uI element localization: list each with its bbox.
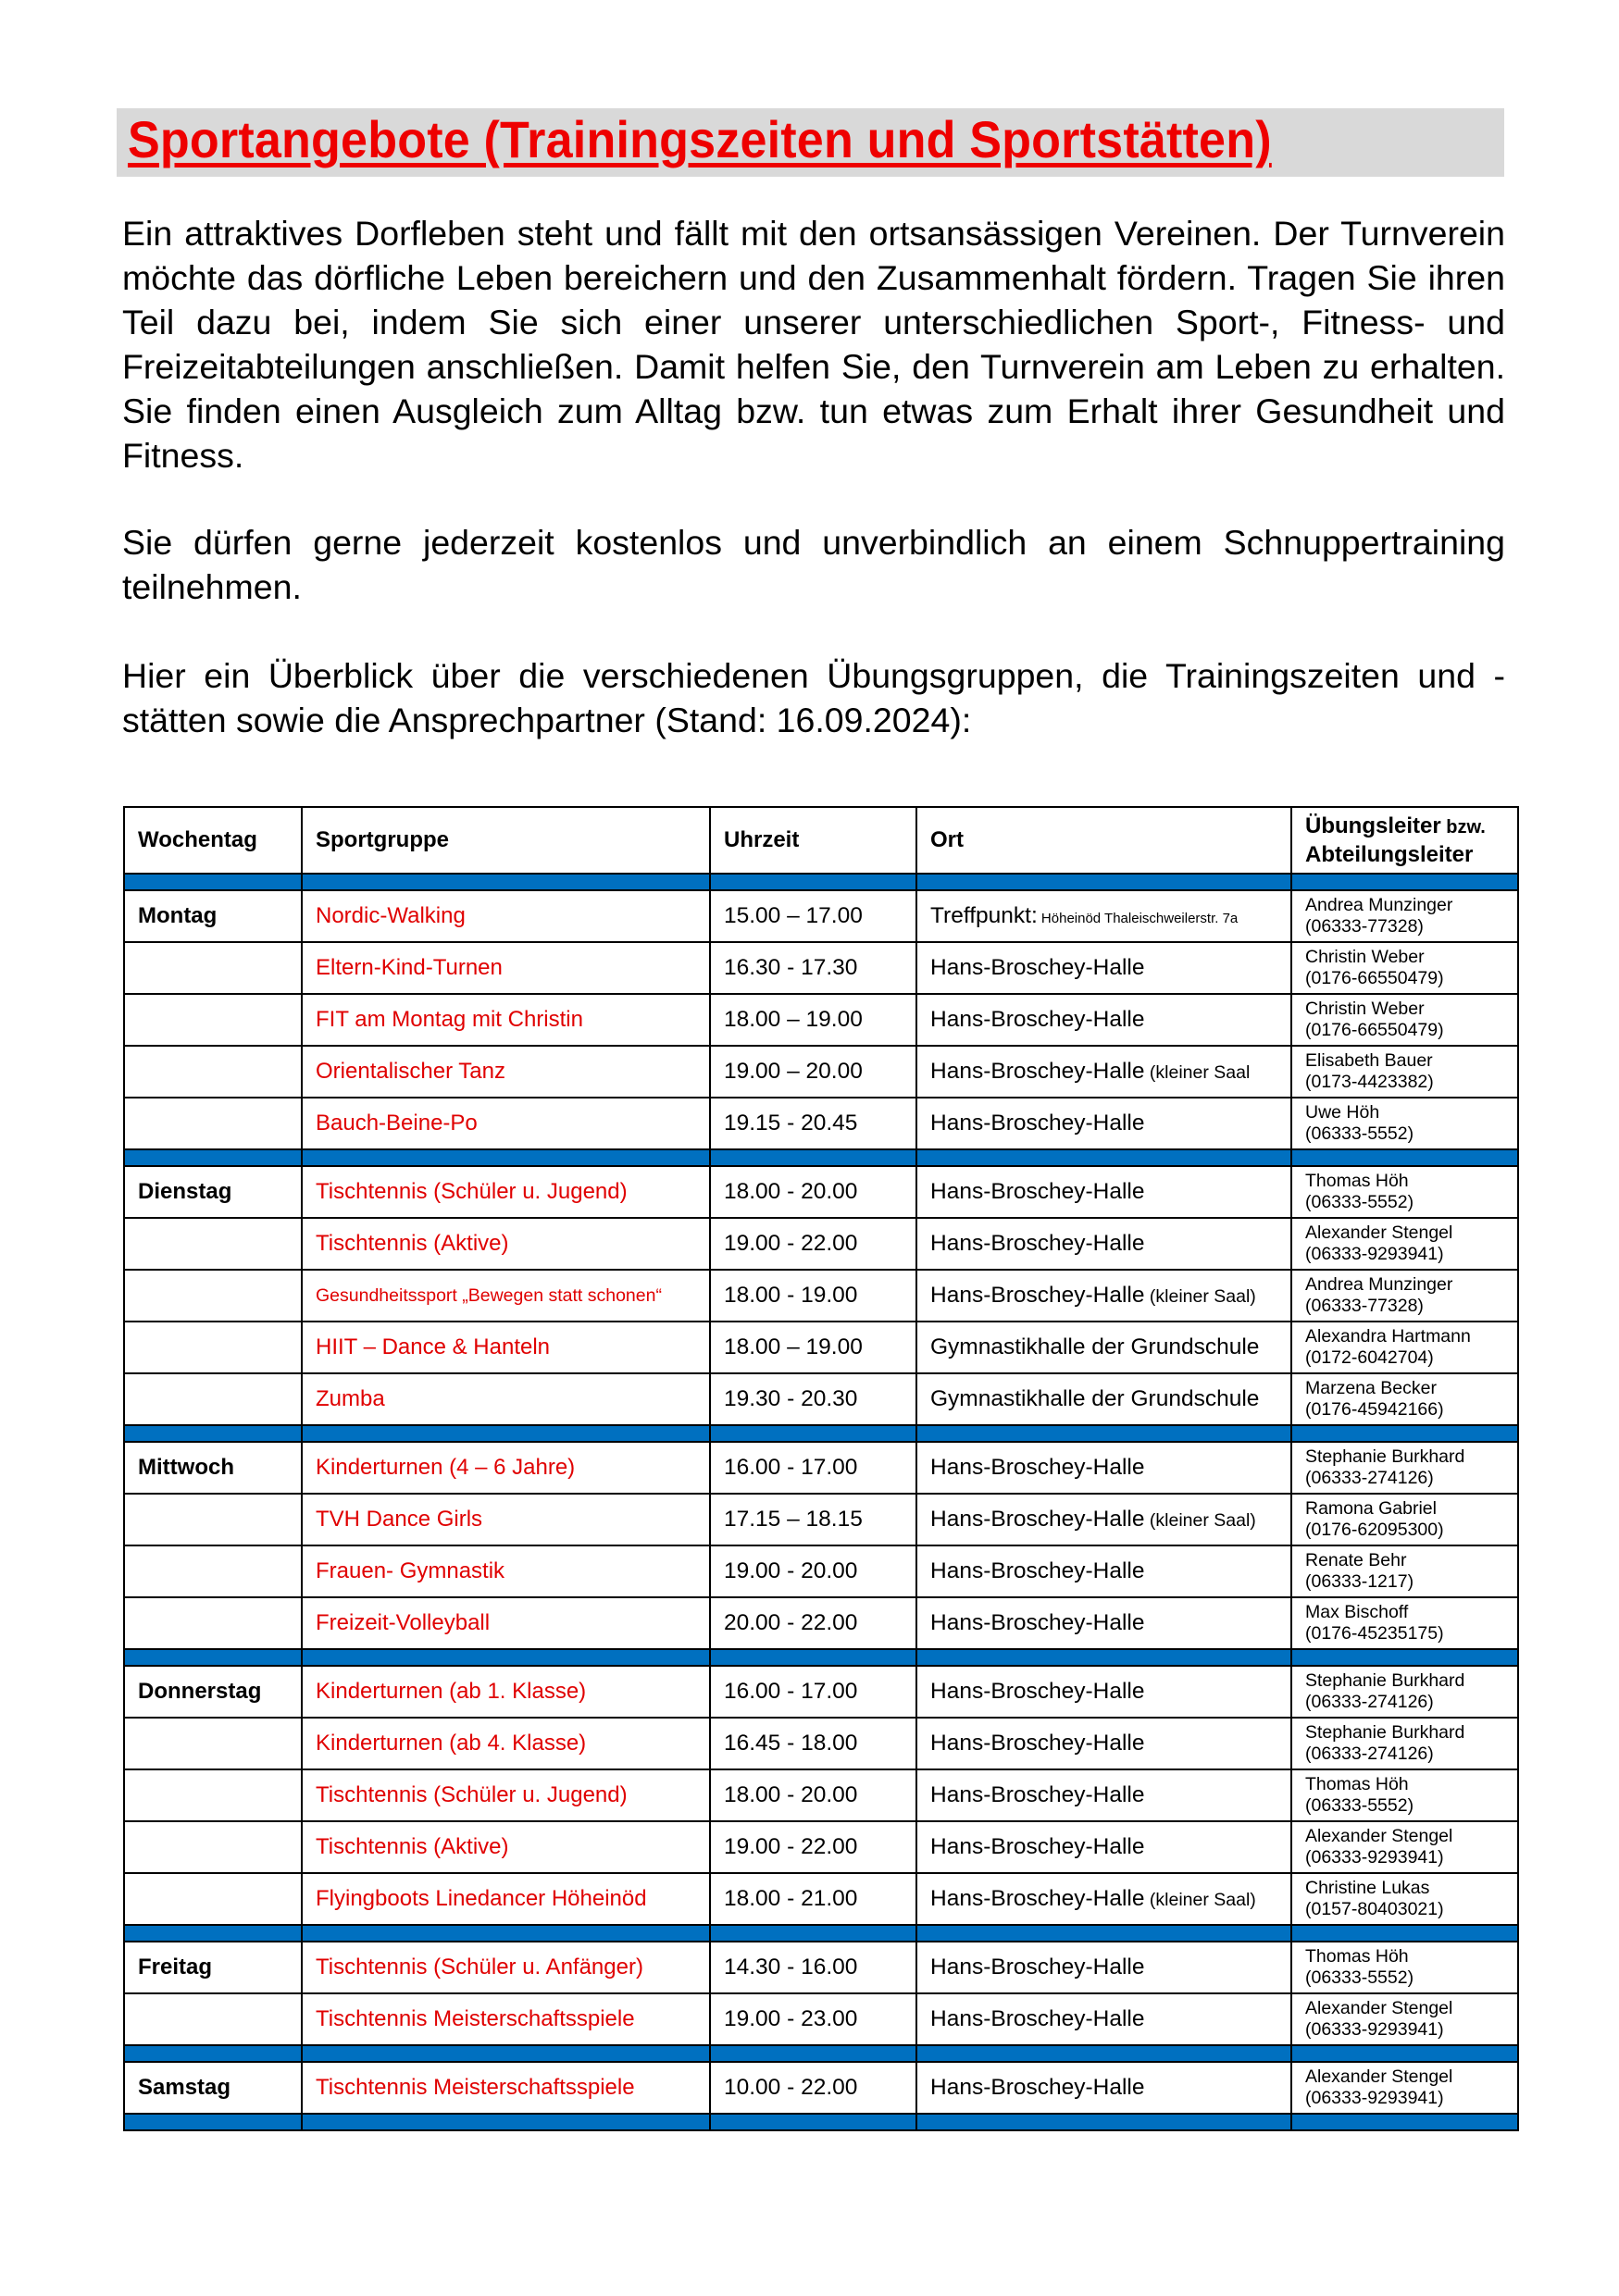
leader-phone: (06333-274126) bbox=[1305, 1468, 1434, 1488]
time-cell: 20.00 - 22.00 bbox=[710, 1597, 916, 1649]
weekday-cell bbox=[124, 1098, 302, 1149]
table-row bbox=[124, 1718, 1518, 1769]
separator-cell bbox=[124, 874, 302, 890]
table-row bbox=[124, 1322, 1518, 1373]
place-name: Treffpunkt: bbox=[930, 903, 1038, 928]
leader-name: Christin Weber bbox=[1305, 947, 1425, 967]
time-cell: 19.00 - 20.00 bbox=[710, 1545, 916, 1597]
sport-group-cell: Nordic-Walking bbox=[302, 890, 710, 942]
place-cell bbox=[916, 1270, 1291, 1322]
leader-name: Stephanie Burkhard bbox=[1305, 1670, 1465, 1691]
leader-phone: (0172-6042704) bbox=[1305, 1347, 1434, 1368]
sport-group-cell: Tischtennis Meisterschaftsspiele bbox=[302, 2062, 710, 2114]
weekday-cell bbox=[124, 994, 302, 1046]
leader-cell bbox=[1291, 1718, 1518, 1769]
separator-cell bbox=[302, 874, 710, 890]
time-cell: 18.00 - 21.00 bbox=[710, 1873, 916, 1925]
separator-cell bbox=[302, 2045, 710, 2062]
place-cell bbox=[916, 1769, 1291, 1821]
separator-cell bbox=[1291, 874, 1518, 890]
sport-group-cell: Tischtennis Meisterschaftsspiele bbox=[302, 1993, 710, 2045]
training-schedule-table bbox=[123, 806, 1519, 2131]
leader-cell bbox=[1291, 1597, 1518, 1649]
leader-phone: (06333-9293941) bbox=[1305, 1244, 1444, 1264]
day-separator-band bbox=[124, 1925, 1518, 1942]
table-row bbox=[124, 1545, 1518, 1597]
leader-cell bbox=[1291, 1270, 1518, 1322]
place-cell bbox=[916, 1442, 1291, 1494]
separator-cell bbox=[916, 1149, 1291, 1166]
leader-phone: (06333-9293941) bbox=[1305, 2019, 1444, 2040]
sport-group-cell: Zumba bbox=[302, 1373, 710, 1425]
separator-cell bbox=[1291, 1649, 1518, 1666]
place-cell bbox=[916, 1373, 1291, 1425]
separator-cell bbox=[710, 1149, 916, 1166]
weekday-cell bbox=[124, 1718, 302, 1769]
time-cell: 16.45 - 18.00 bbox=[710, 1718, 916, 1769]
leader-name: Thomas Höh bbox=[1305, 1171, 1409, 1191]
time-cell: 18.00 - 19.00 bbox=[710, 1270, 916, 1322]
table-header-row bbox=[124, 807, 1518, 874]
leader-cell bbox=[1291, 890, 1518, 942]
weekday-cell: Montag bbox=[124, 890, 302, 942]
time-cell: 19.00 – 20.00 bbox=[710, 1046, 916, 1098]
table-row bbox=[124, 942, 1518, 994]
sport-group-cell: Orientalischer Tanz bbox=[302, 1046, 710, 1098]
leader-name: Alexander Stengel bbox=[1305, 1222, 1453, 1243]
leader-phone: (06333-9293941) bbox=[1305, 1847, 1444, 1868]
separator-cell bbox=[916, 1649, 1291, 1666]
place-name: Hans-Broschey-Halle bbox=[930, 1558, 1145, 1583]
separator-cell bbox=[124, 1425, 302, 1442]
table-row bbox=[124, 1098, 1518, 1149]
day-separator-band bbox=[124, 874, 1518, 890]
separator-cell bbox=[916, 874, 1291, 890]
leader-cell bbox=[1291, 1373, 1518, 1425]
time-cell: 15.00 – 17.00 bbox=[710, 890, 916, 942]
separator-cell bbox=[124, 1649, 302, 1666]
table-row bbox=[124, 994, 1518, 1046]
separator-cell bbox=[302, 1425, 710, 1442]
leader-cell bbox=[1291, 1494, 1518, 1545]
leader-name: Andrea Munzinger bbox=[1305, 1274, 1453, 1295]
leader-name: Max Bischoff bbox=[1305, 1602, 1409, 1622]
weekday-cell bbox=[124, 1322, 302, 1373]
separator-cell bbox=[302, 1149, 710, 1166]
weekday-cell bbox=[124, 1873, 302, 1925]
leader-name: Thomas Höh bbox=[1305, 1946, 1409, 1967]
leader-name: Ramona Gabriel bbox=[1305, 1498, 1437, 1519]
sport-group-cell: HIIT – Dance & Hanteln bbox=[302, 1322, 710, 1373]
leader-cell bbox=[1291, 1942, 1518, 1993]
sport-group-cell: Bauch-Beine-Po bbox=[302, 1098, 710, 1149]
place-cell bbox=[916, 1666, 1291, 1718]
leader-cell bbox=[1291, 2062, 1518, 2114]
leader-cell bbox=[1291, 994, 1518, 1046]
separator-cell bbox=[124, 2114, 302, 2130]
separator-cell bbox=[710, 2114, 916, 2130]
place-name: Hans-Broschey-Halle bbox=[930, 1059, 1145, 1084]
leader-cell bbox=[1291, 1873, 1518, 1925]
leader-name: Elisabeth Bauer bbox=[1305, 1050, 1433, 1071]
leader-name: Christine Lukas bbox=[1305, 1878, 1430, 1898]
leader-phone: (0176-66550479) bbox=[1305, 1020, 1444, 1040]
place-note: Höheinöd Thaleischweilerstr. 7a bbox=[1037, 911, 1239, 926]
leader-cell bbox=[1291, 1218, 1518, 1270]
place-name: Hans-Broschey-Halle bbox=[930, 1455, 1145, 1480]
weekday-cell: Mittwoch bbox=[124, 1442, 302, 1494]
trial-training-paragraph: Sie dürfen gerne jederzeit kostenlos und unverbindlich an einem Schnuppertraining teilnehmen. bbox=[122, 523, 1505, 606]
time-cell: 18.00 - 20.00 bbox=[710, 1769, 916, 1821]
leader-phone: (0176-62095300) bbox=[1305, 1520, 1444, 1540]
time-cell: 18.00 - 20.00 bbox=[710, 1166, 916, 1218]
separator-cell bbox=[124, 2045, 302, 2062]
leader-name: Stephanie Burkhard bbox=[1305, 1722, 1465, 1743]
time-cell: 19.00 - 23.00 bbox=[710, 1993, 916, 2045]
leader-phone: (0176-66550479) bbox=[1305, 968, 1444, 988]
leader-name: Christin Weber bbox=[1305, 999, 1425, 1019]
separator-cell bbox=[916, 2045, 1291, 2062]
leader-name: Alexander Stengel bbox=[1305, 2066, 1453, 2087]
place-cell bbox=[916, 1322, 1291, 1373]
place-name: Hans-Broschey-Halle bbox=[930, 1507, 1145, 1532]
time-cell: 10.00 - 22.00 bbox=[710, 2062, 916, 2114]
separator-cell bbox=[1291, 1925, 1518, 1942]
leader-cell bbox=[1291, 1166, 1518, 1218]
place-cell bbox=[916, 1873, 1291, 1925]
place-name: Hans-Broschey-Halle bbox=[930, 1283, 1145, 1308]
place-note: (kleiner Saal) bbox=[1144, 1510, 1256, 1531]
sport-group-cell: Flyingboots Linedancer Höheinöd bbox=[302, 1873, 710, 1925]
table-row bbox=[124, 2062, 1518, 2114]
separator-cell bbox=[710, 1649, 916, 1666]
sport-group-cell: Eltern-Kind-Turnen bbox=[302, 942, 710, 994]
leader-phone: (06333-274126) bbox=[1305, 1744, 1434, 1764]
leader-name: Stephanie Burkhard bbox=[1305, 1446, 1465, 1467]
time-cell: 18.00 – 19.00 bbox=[710, 994, 916, 1046]
weekday-cell bbox=[124, 942, 302, 994]
table-row bbox=[124, 1993, 1518, 2045]
place-name: Hans-Broschey-Halle bbox=[930, 955, 1145, 980]
page-title: Sportangebote (Trainingszeiten und Sportstätten) bbox=[128, 110, 1272, 168]
leader-cell bbox=[1291, 1993, 1518, 2045]
place-name: Hans-Broschey-Halle bbox=[930, 1955, 1145, 1980]
sport-group-cell: Tischtennis (Aktive) bbox=[302, 1218, 710, 1270]
table-row bbox=[124, 1218, 1518, 1270]
separator-cell bbox=[1291, 2045, 1518, 2062]
leader-phone: (06333-5552) bbox=[1305, 1123, 1414, 1144]
separator-cell bbox=[710, 874, 916, 890]
leader-name: Uwe Höh bbox=[1305, 1102, 1380, 1123]
place-cell bbox=[916, 1597, 1291, 1649]
sport-group-cell: Gesundheitssport „Bewegen statt schonen“ bbox=[302, 1270, 710, 1322]
time-cell: 19.30 - 20.30 bbox=[710, 1373, 916, 1425]
place-cell bbox=[916, 1046, 1291, 1098]
header-sport-group: Sportgruppe bbox=[302, 807, 710, 874]
place-name: Hans-Broschey-Halle bbox=[930, 1782, 1145, 1807]
leader-name: Thomas Höh bbox=[1305, 1774, 1409, 1794]
place-name: Hans-Broschey-Halle bbox=[930, 1179, 1145, 1204]
place-cell bbox=[916, 1218, 1291, 1270]
weekday-cell bbox=[124, 1821, 302, 1873]
place-name: Gymnastikhalle der Grundschule bbox=[930, 1334, 1260, 1359]
leader-phone: (06333-77328) bbox=[1305, 916, 1424, 937]
sport-group-cell: Kinderturnen (ab 1. Klasse) bbox=[302, 1666, 710, 1718]
table-row bbox=[124, 1769, 1518, 1821]
separator-cell bbox=[302, 2114, 710, 2130]
day-separator-band bbox=[124, 1149, 1518, 1166]
place-cell bbox=[916, 994, 1291, 1046]
weekday-cell bbox=[124, 1494, 302, 1545]
leader-name: Alexander Stengel bbox=[1305, 1998, 1453, 2018]
header-leader-small: bzw. bbox=[1440, 817, 1486, 838]
table-row bbox=[124, 1046, 1518, 1098]
leader-phone: (0176-45235175) bbox=[1305, 1623, 1444, 1644]
header-leader bbox=[1291, 807, 1518, 874]
place-name: Hans-Broschey-Halle bbox=[930, 1610, 1145, 1635]
leader-phone: (0157-80403021) bbox=[1305, 1899, 1444, 1919]
time-cell: 18.00 – 19.00 bbox=[710, 1322, 916, 1373]
place-cell bbox=[916, 1166, 1291, 1218]
place-name: Hans-Broschey-Halle bbox=[930, 2006, 1145, 2031]
table-row bbox=[124, 890, 1518, 942]
place-cell bbox=[916, 1098, 1291, 1149]
leader-cell bbox=[1291, 1821, 1518, 1873]
leader-cell bbox=[1291, 1666, 1518, 1718]
place-name: Hans-Broschey-Halle bbox=[930, 1731, 1145, 1756]
leader-cell bbox=[1291, 942, 1518, 994]
weekday-cell bbox=[124, 1270, 302, 1322]
leader-cell bbox=[1291, 1098, 1518, 1149]
weekday-cell: Donnerstag bbox=[124, 1666, 302, 1718]
leader-cell bbox=[1291, 1322, 1518, 1373]
table-row bbox=[124, 1166, 1518, 1218]
separator-cell bbox=[1291, 2114, 1518, 2130]
table-row bbox=[124, 1873, 1518, 1925]
sport-group-cell: Kinderturnen (4 – 6 Jahre) bbox=[302, 1442, 710, 1494]
place-cell bbox=[916, 890, 1291, 942]
day-separator-band bbox=[124, 1649, 1518, 1666]
weekday-cell bbox=[124, 1545, 302, 1597]
leader-cell bbox=[1291, 1442, 1518, 1494]
place-cell bbox=[916, 1718, 1291, 1769]
place-name: Hans-Broschey-Halle bbox=[930, 1007, 1145, 1032]
separator-cell bbox=[916, 1925, 1291, 1942]
separator-cell bbox=[302, 1649, 710, 1666]
time-cell: 14.30 - 16.00 bbox=[710, 1942, 916, 1993]
leader-cell bbox=[1291, 1046, 1518, 1098]
weekday-cell bbox=[124, 1769, 302, 1821]
time-cell: 17.15 – 18.15 bbox=[710, 1494, 916, 1545]
place-name: Hans-Broschey-Halle bbox=[930, 1886, 1145, 1911]
separator-cell bbox=[916, 2114, 1291, 2130]
weekday-cell bbox=[124, 1993, 302, 2045]
separator-cell bbox=[916, 1425, 1291, 1442]
leader-phone: (06333-5552) bbox=[1305, 1967, 1414, 1988]
place-cell bbox=[916, 2062, 1291, 2114]
sport-group-cell: Tischtennis (Schüler u. Jugend) bbox=[302, 1769, 710, 1821]
sport-group-cell: Tischtennis (Schüler u. Anfänger) bbox=[302, 1942, 710, 1993]
table-body bbox=[124, 874, 1518, 2130]
leader-cell bbox=[1291, 1769, 1518, 1821]
leader-phone: (06333-9293941) bbox=[1305, 2088, 1444, 2108]
table-row bbox=[124, 1494, 1518, 1545]
leader-phone: (06333-5552) bbox=[1305, 1192, 1414, 1212]
header-weekday: Wochentag bbox=[124, 807, 302, 874]
table-row bbox=[124, 1373, 1518, 1425]
separator-cell bbox=[710, 1925, 916, 1942]
sport-group-cell: FIT am Montag mit Christin bbox=[302, 994, 710, 1046]
header-leader-line2: Abteilungsleiter bbox=[1305, 842, 1474, 867]
leader-name: Renate Behr bbox=[1305, 1550, 1407, 1570]
place-name: Hans-Broschey-Halle bbox=[930, 2075, 1145, 2100]
table-row bbox=[124, 1597, 1518, 1649]
weekday-cell bbox=[124, 1046, 302, 1098]
time-cell: 16.00 - 17.00 bbox=[710, 1442, 916, 1494]
weekday-cell bbox=[124, 1218, 302, 1270]
day-separator-band bbox=[124, 2114, 1518, 2130]
leader-phone: (06333-1217) bbox=[1305, 1571, 1414, 1592]
time-cell: 16.30 - 17.30 bbox=[710, 942, 916, 994]
separator-cell bbox=[124, 1925, 302, 1942]
sport-group-cell: Tischtennis (Schüler u. Jugend) bbox=[302, 1166, 710, 1218]
table-row bbox=[124, 1666, 1518, 1718]
table-row bbox=[124, 1821, 1518, 1873]
sport-group-cell: Kinderturnen (ab 4. Klasse) bbox=[302, 1718, 710, 1769]
leader-phone: (06333-274126) bbox=[1305, 1692, 1434, 1712]
place-cell bbox=[916, 1993, 1291, 2045]
sport-group-cell: TVH Dance Girls bbox=[302, 1494, 710, 1545]
place-cell bbox=[916, 1545, 1291, 1597]
place-name: Hans-Broschey-Halle bbox=[930, 1111, 1145, 1136]
place-note: (kleiner Saal bbox=[1144, 1062, 1251, 1083]
sport-group-cell: Frauen- Gymnastik bbox=[302, 1545, 710, 1597]
header-time: Uhrzeit bbox=[710, 807, 916, 874]
place-name: Hans-Broschey-Halle bbox=[930, 1231, 1145, 1256]
day-separator-band bbox=[124, 1425, 1518, 1442]
leader-cell bbox=[1291, 1545, 1518, 1597]
place-note: (kleiner Saal) bbox=[1144, 1890, 1256, 1910]
place-cell bbox=[916, 1942, 1291, 1993]
sport-group-cell: Freizeit-Volleyball bbox=[302, 1597, 710, 1649]
weekday-cell: Freitag bbox=[124, 1942, 302, 1993]
place-cell bbox=[916, 1494, 1291, 1545]
separator-cell bbox=[302, 1925, 710, 1942]
header-leader-main: Übungsleiter bbox=[1305, 813, 1441, 838]
separator-cell bbox=[710, 2045, 916, 2062]
intro-paragraph: Ein attraktives Dorfleben steht und fällt mit den ortsansässigen Vereinen. Der Turnverein möchte das dörfliche Leben bereichern und den Zusammenhalt fördern. Tragen Sie ihren Teil dazu bei, indem Sie sich einer unserer unterschiedlichen Sport-, Fitness- und Freizeitabteilungen anschließen. Damit helfen Sie, den Turnverein am Leben zu erhalten. Sie finden einen Ausgleich zum Alltag bzw. tun etwas zum Erhalt ihrer Gesundheit und Fitness. bbox=[122, 214, 1505, 475]
separator-cell bbox=[1291, 1425, 1518, 1442]
separator-cell bbox=[124, 1149, 302, 1166]
leader-name: Alexandra Hartmann bbox=[1305, 1326, 1471, 1347]
leader-phone: (0176-45942166) bbox=[1305, 1399, 1444, 1420]
weekday-cell bbox=[124, 1373, 302, 1425]
leader-name: Marzena Becker bbox=[1305, 1378, 1437, 1398]
place-cell bbox=[916, 942, 1291, 994]
place-name: Gymnastikhalle der Grundschule bbox=[930, 1386, 1260, 1411]
leader-name: Andrea Munzinger bbox=[1305, 895, 1453, 915]
time-cell: 16.00 - 17.00 bbox=[710, 1666, 916, 1718]
place-cell bbox=[916, 1821, 1291, 1873]
time-cell: 19.00 - 22.00 bbox=[710, 1821, 916, 1873]
time-cell: 19.15 - 20.45 bbox=[710, 1098, 916, 1149]
separator-cell bbox=[1291, 1149, 1518, 1166]
leader-phone: (06333-77328) bbox=[1305, 1296, 1424, 1316]
overview-paragraph: Hier ein Überblick über die verschiedenen Übungsgruppen, die Trainingszeiten und -stätten sowie die Ansprechpartner (Stand: 16.09.2024): bbox=[122, 656, 1505, 739]
leader-name: Alexander Stengel bbox=[1305, 1826, 1453, 1846]
table-row bbox=[124, 1942, 1518, 1993]
weekday-cell: Samstag bbox=[124, 2062, 302, 2114]
time-cell: 19.00 - 22.00 bbox=[710, 1218, 916, 1270]
place-note: (kleiner Saal) bbox=[1144, 1286, 1256, 1307]
weekday-cell bbox=[124, 1597, 302, 1649]
separator-cell bbox=[710, 1425, 916, 1442]
leader-phone: (06333-5552) bbox=[1305, 1795, 1414, 1816]
leader-phone: (0173-4423382) bbox=[1305, 1072, 1434, 1092]
place-name: Hans-Broschey-Halle bbox=[930, 1834, 1145, 1859]
header-place: Ort bbox=[916, 807, 1291, 874]
sport-group-cell: Tischtennis (Aktive) bbox=[302, 1821, 710, 1873]
place-name: Hans-Broschey-Halle bbox=[930, 1679, 1145, 1704]
table-row bbox=[124, 1270, 1518, 1322]
table-row bbox=[124, 1442, 1518, 1494]
weekday-cell: Dienstag bbox=[124, 1166, 302, 1218]
day-separator-band bbox=[124, 2045, 1518, 2062]
